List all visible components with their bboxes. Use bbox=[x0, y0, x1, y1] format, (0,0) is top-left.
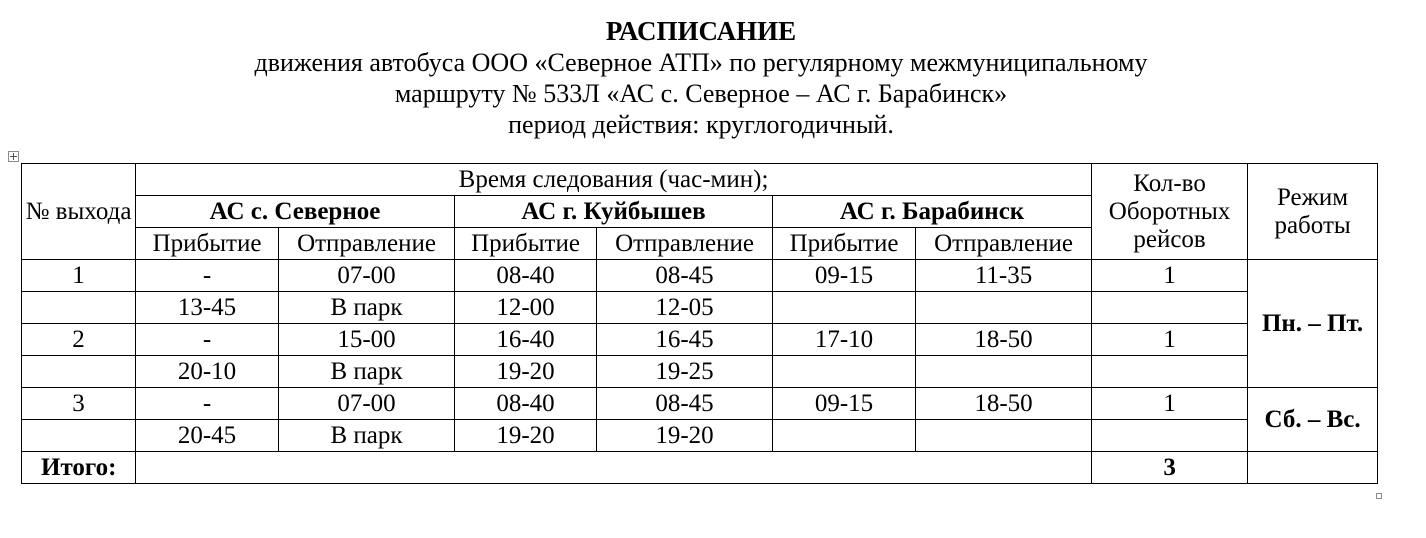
exit-number-cell bbox=[22, 356, 136, 388]
time-cell: 13-45 bbox=[136, 292, 279, 324]
time-cell bbox=[916, 292, 1092, 324]
time-cell: 19-20 bbox=[597, 420, 773, 452]
time-cell bbox=[773, 356, 916, 388]
header-station-kuibyshev: АС г. Куйбышев bbox=[455, 196, 773, 228]
time-cell: 07-00 bbox=[279, 388, 455, 420]
time-cell bbox=[916, 356, 1092, 388]
time-cell: 09-15 bbox=[773, 260, 916, 292]
time-cell: 18-50 bbox=[916, 324, 1092, 356]
mode-weekdays-cell: Пн. – Пт. bbox=[1248, 260, 1378, 388]
header-travel-time: Время следования (час-мин); bbox=[136, 164, 1092, 196]
time-cell: 19-20 bbox=[455, 356, 597, 388]
turnovers-cell: 1 bbox=[1092, 324, 1248, 356]
time-cell bbox=[773, 420, 916, 452]
total-row bbox=[22, 452, 1378, 484]
header-departure: Отправление bbox=[916, 228, 1092, 260]
header-arrival: Прибытие bbox=[773, 228, 916, 260]
total-empty-cell bbox=[136, 452, 1092, 484]
time-cell: - bbox=[136, 388, 279, 420]
time-cell: 16-40 bbox=[455, 324, 597, 356]
time-cell: 19-20 bbox=[455, 420, 597, 452]
time-cell bbox=[773, 292, 916, 324]
mode-weekend-cell: Сб. – Вс. bbox=[1248, 388, 1378, 452]
time-cell: В парк bbox=[279, 292, 455, 324]
exit-number-cell: 1 bbox=[22, 260, 136, 292]
time-cell: 08-40 bbox=[455, 388, 597, 420]
header-turnovers: Кол-во Оборотных рейсов bbox=[1092, 164, 1248, 260]
header-arrival: Прибытие bbox=[136, 228, 279, 260]
table-move-handle-icon[interactable] bbox=[8, 151, 19, 162]
time-cell: 09-15 bbox=[773, 388, 916, 420]
header-departure: Отправление bbox=[279, 228, 455, 260]
time-cell: 20-10 bbox=[136, 356, 279, 388]
exit-number-cell: 3 bbox=[22, 388, 136, 420]
time-cell: 07-00 bbox=[279, 260, 455, 292]
table-row bbox=[22, 324, 1378, 356]
table-row bbox=[22, 420, 1378, 452]
turnovers-cell: 1 bbox=[1092, 260, 1248, 292]
time-cell bbox=[916, 420, 1092, 452]
time-cell: 08-45 bbox=[597, 260, 773, 292]
time-cell: 11-35 bbox=[916, 260, 1092, 292]
time-cell: 12-05 bbox=[597, 292, 773, 324]
time-cell: 12-00 bbox=[455, 292, 597, 324]
header-departure: Отправление bbox=[597, 228, 773, 260]
heading-line-3: период действия: круглогодичный. bbox=[508, 110, 894, 139]
header-station-barabinsk: АС г. Барабинск bbox=[773, 196, 1092, 228]
total-label: Итого: bbox=[22, 452, 136, 484]
time-cell: 08-40 bbox=[455, 260, 597, 292]
header-row-1 bbox=[22, 164, 1378, 196]
exit-number-cell bbox=[22, 420, 136, 452]
table-row bbox=[22, 356, 1378, 388]
time-cell: - bbox=[136, 324, 279, 356]
turnovers-cell bbox=[1092, 292, 1248, 324]
heading-line-1: движения автобуса ООО «Северное АТП» по регулярному межмуниципальному bbox=[254, 48, 1148, 77]
header-station-severnoe: АС с. Северное bbox=[136, 196, 455, 228]
time-cell: В парк bbox=[279, 356, 455, 388]
schedule-table bbox=[21, 163, 1378, 484]
total-mode-cell bbox=[1248, 452, 1378, 484]
time-cell: 16-45 bbox=[597, 324, 773, 356]
document-heading bbox=[0, 16, 1402, 140]
time-cell: 19-25 bbox=[597, 356, 773, 388]
time-cell: В парк bbox=[279, 420, 455, 452]
heading-line-2: маршруту № 533Л «АС с. Северное – АС г. Барабинск» bbox=[394, 79, 1008, 108]
time-cell: 20-45 bbox=[136, 420, 279, 452]
time-cell: 18-50 bbox=[916, 388, 1092, 420]
header-arrival: Прибытие bbox=[455, 228, 597, 260]
time-cell: 17-10 bbox=[773, 324, 916, 356]
turnovers-cell bbox=[1092, 356, 1248, 388]
table-row bbox=[22, 292, 1378, 324]
turnovers-cell bbox=[1092, 420, 1248, 452]
table-resize-handle-icon[interactable] bbox=[1376, 493, 1382, 499]
total-turnovers: 3 bbox=[1092, 452, 1248, 484]
time-cell: 08-45 bbox=[597, 388, 773, 420]
header-mode: Режим работы bbox=[1248, 164, 1378, 260]
table-row bbox=[22, 388, 1378, 420]
time-cell: - bbox=[136, 260, 279, 292]
header-exit-number: № выхода bbox=[22, 164, 136, 260]
document-title: РАСПИСАНИЕ bbox=[605, 16, 797, 46]
time-cell: 15-00 bbox=[279, 324, 455, 356]
table-row bbox=[22, 260, 1378, 292]
exit-number-cell: 2 bbox=[22, 324, 136, 356]
turnovers-cell: 1 bbox=[1092, 388, 1248, 420]
exit-number-cell bbox=[22, 292, 136, 324]
